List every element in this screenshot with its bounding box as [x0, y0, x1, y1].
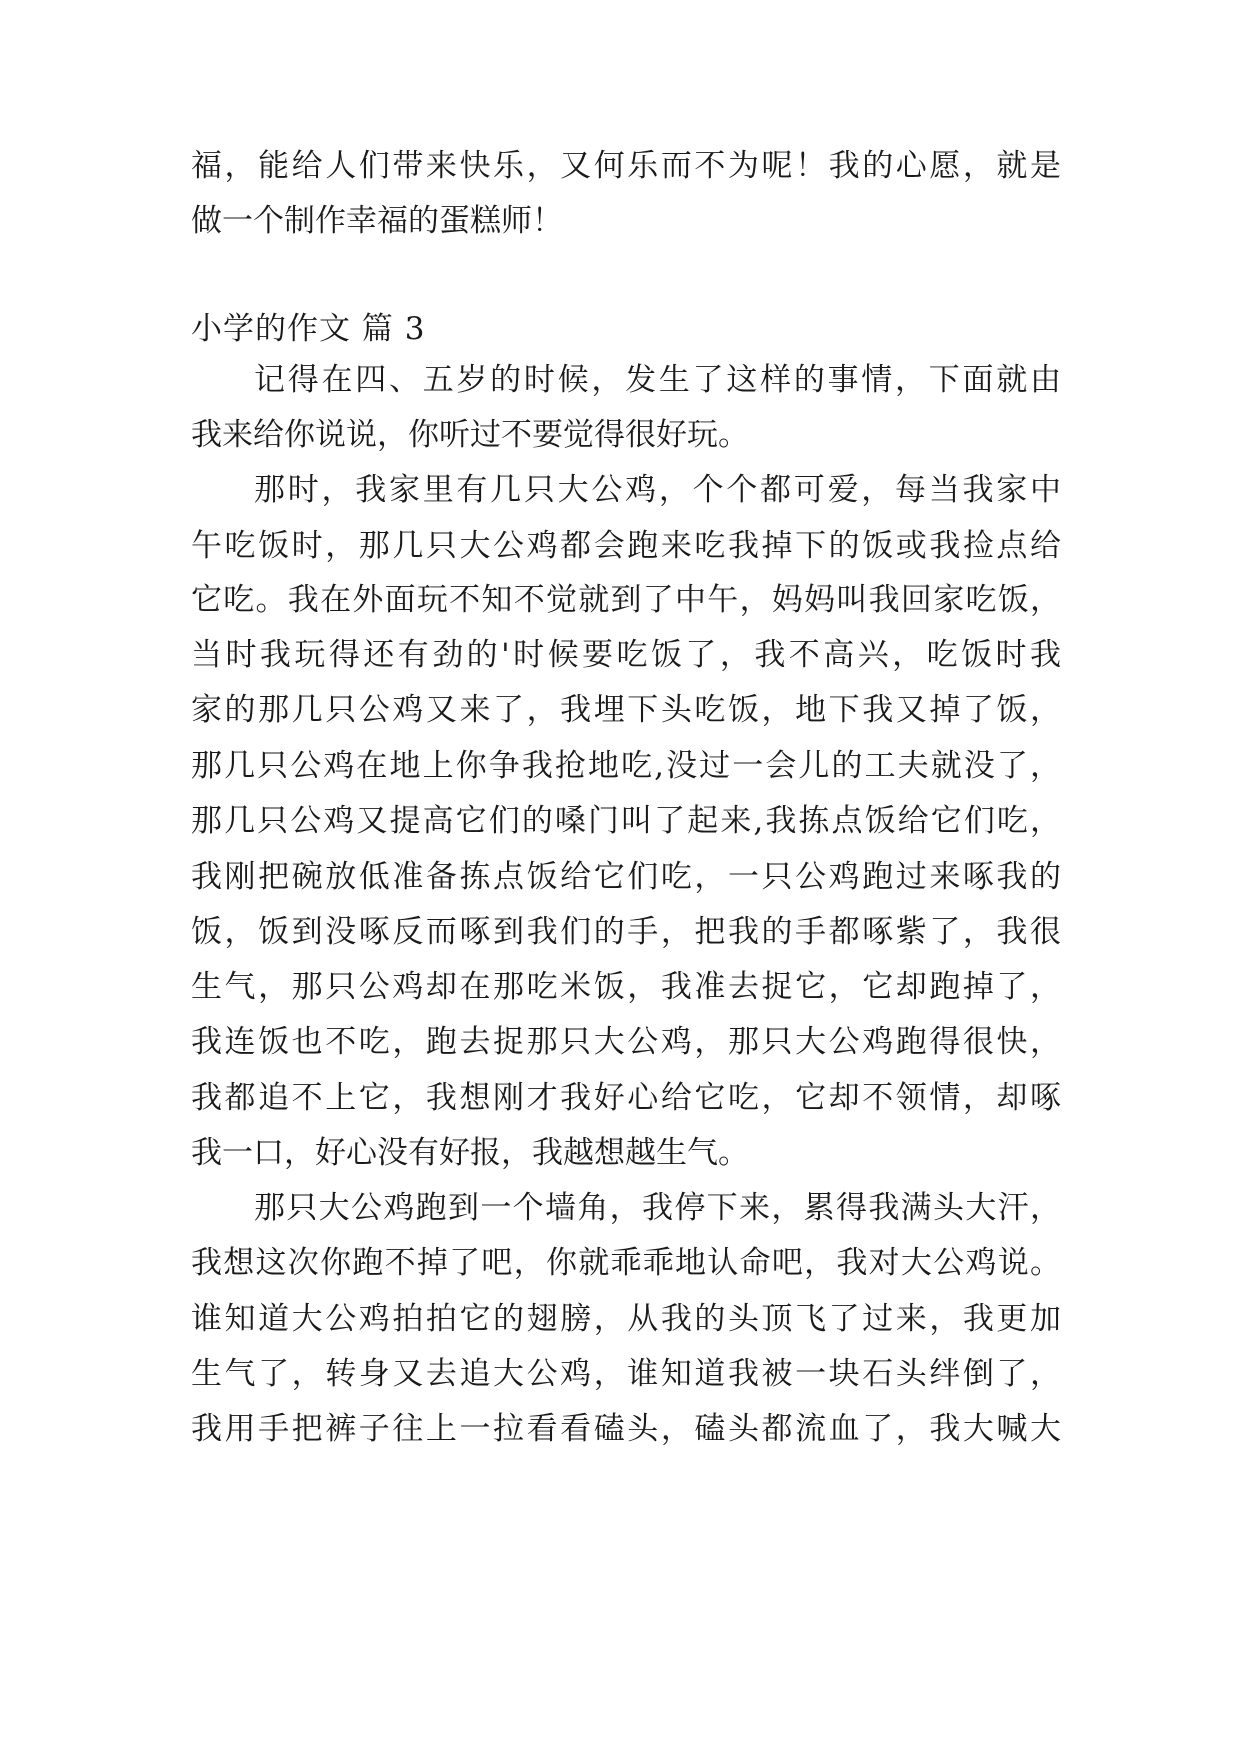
intro-line: 做一个制作幸福的蛋糕师！	[191, 203, 563, 239]
paragraph-line: 那几只公鸡又提高它们的嗓门叫了起来,我拣点饭给它们吃，	[191, 803, 1061, 839]
paragraph-line: 家的那几只公鸡又来了，我埋下头吃饭，地下我又掉了饭，	[191, 692, 1061, 728]
paragraph-line: 那只大公鸡跑到一个墙角，我停下来，累得我满头大汗，	[254, 1190, 1061, 1226]
paragraph-line: 它吃。我在外面玩不知不觉就到了中午，妈妈叫我回家吃饭，	[191, 582, 1061, 618]
paragraph-line: 那时，我家里有几只大公鸡，个个都可爱，每当我家中	[254, 472, 1061, 508]
paragraph-line: 记得在四、五岁的时候，发生了这样的事情，下面就由	[254, 362, 1061, 398]
paragraph-line: 生气，那只公鸡却在那吃米饭，我准去捉它，它却跑掉了，	[191, 969, 1061, 1005]
paragraph-line: 我都追不上它，我想刚才我好心给它吃，它却不领情，却啄	[191, 1080, 1061, 1116]
paragraph-line: 我刚把碗放低准备拣点饭给它们吃，一只公鸡跑过来啄我的	[191, 859, 1061, 895]
paragraph-line: 我想这次你跑不掉了吧，你就乖乖地认命吧，我对大公鸡说。	[191, 1245, 1061, 1281]
section-title: 小学的作文 篇 3	[191, 311, 426, 347]
paragraph-line: 午吃饭时，那几只大公鸡都会跑来吃我掉下的饭或我捡点给	[191, 528, 1061, 564]
paragraph-line: 我用手把裤子往上一拉看看磕头，磕头都流血了，我大喊大	[191, 1411, 1061, 1447]
paragraph-line: 我连饭也不吃，跑去捉那只大公鸡，那只大公鸡跑得很快，	[191, 1024, 1061, 1060]
paragraph-line: 我一口，好心没有好报，我越想越生气。	[191, 1135, 749, 1171]
paragraph-line: 当时我玩得还有劲的'时候要吃饭了，我不高兴，吃饭时我	[191, 637, 1061, 673]
paragraph-line: 饭，饭到没啄反而啄到我们的手，把我的手都啄紫了，我很	[191, 914, 1061, 950]
paragraph-line: 谁知道大公鸡拍拍它的翅膀，从我的头顶飞了过来，我更加	[191, 1301, 1061, 1337]
intro-line: 福，能给人们带来快乐，又何乐而不为呢！我的心愿，就是	[191, 148, 1061, 184]
paragraph-line: 生气了，转身又去追大公鸡，谁知道我被一块石头绊倒了，	[191, 1356, 1061, 1392]
paragraph-line: 我来给你说说，你听过不要觉得很好玩。	[191, 417, 749, 453]
paragraph-line: 那几只公鸡在地上你争我抢地吃,没过一会儿的工夫就没了，	[191, 748, 1061, 784]
